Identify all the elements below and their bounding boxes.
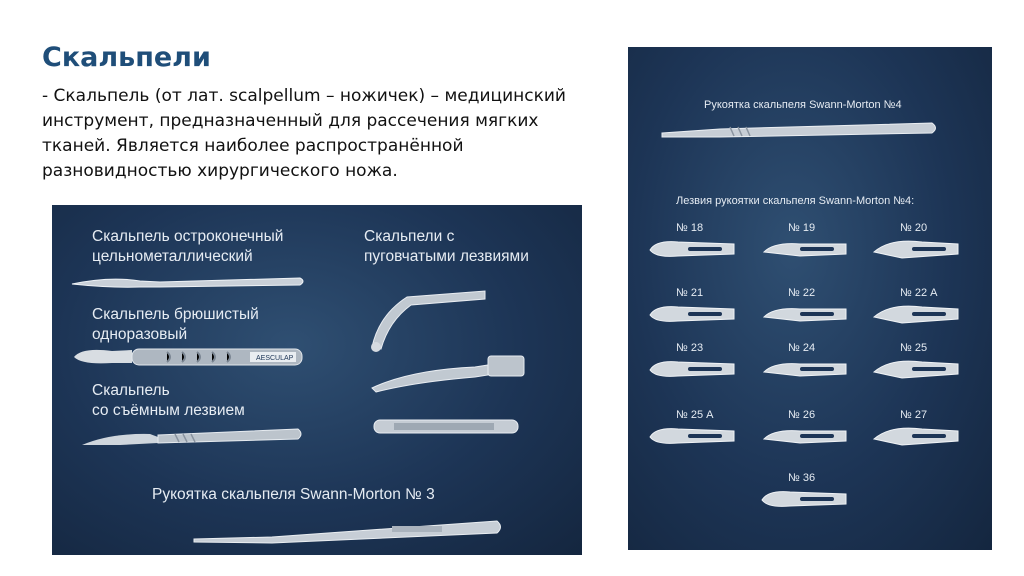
blade-label: № 25 [900,342,928,354]
blade-image [872,236,964,262]
blade-label: № 23 [676,342,704,354]
blade-label: № 22 [788,287,816,299]
page-title: Скальпели [42,42,211,73]
blade-image [760,236,852,262]
button-scalpel-straight-image [372,415,522,437]
button-scalpel-curved-image [370,350,530,395]
blade-label: № 21 [676,287,704,299]
blade-image [648,356,740,382]
swann-morton-blades-panel [628,47,992,550]
blade-label: № 22 А [900,287,938,299]
blade-image [872,356,964,382]
blade-image [648,236,740,262]
blade-image [648,423,740,449]
blade-label: № 24 [788,342,816,354]
blades-title: Лезвия рукоятки скальпеля Swann-Morton №4: [676,195,915,207]
blade-label: № 36 [788,472,816,484]
handle-no3-image [192,515,507,545]
blade-label: № 26 [788,409,816,421]
button-scalpel-bent-image [367,285,492,355]
handle-no4-title: Рукоятка скальпеля Swann-Morton №4 [704,99,902,111]
blade-label: № 20 [900,222,928,234]
blade-label: № 25 А [676,409,714,421]
label-disposable-scalpel: Скальпель брюшистый одноразовый [92,306,259,343]
blade-label: № 27 [900,409,928,421]
blade-label: № 18 [676,222,704,234]
scalpel-types-panel [52,205,582,555]
label-handle-no3: Рукоятка скальпеля Swann-Morton № 3 [152,486,435,503]
blade-image [760,301,852,327]
definition-text: - Скальпель (от лат. scalpellum – ножичек) – медицинский инструмент, предназначенный для рассечения мягких тканей. Является наиболее распространённой разновидностью хирургического ножа. [42,86,566,181]
label-removable-blade-scalpel: Скальпель со съёмным лезвием [92,382,245,419]
label-pointed-scalpel: Скальпель остроконечный цельнометаллический [92,228,284,265]
handle-no4-image [660,119,940,141]
blade-label: № 19 [788,222,816,234]
blade-image [760,423,852,449]
blade-image [872,423,964,449]
blade-image [760,356,852,382]
removable-blade-scalpel-image [80,425,305,451]
aesculap-brand-text: AESCULAP [256,355,294,362]
pointed-scalpel-image [70,273,310,293]
blade-image [872,301,964,327]
label-button-blade-scalpels: Скальпели с пуговчатыми лезвиями [364,228,529,265]
blade-image [760,486,852,512]
disposable-scalpel-image [72,343,304,373]
blade-image [648,301,740,327]
